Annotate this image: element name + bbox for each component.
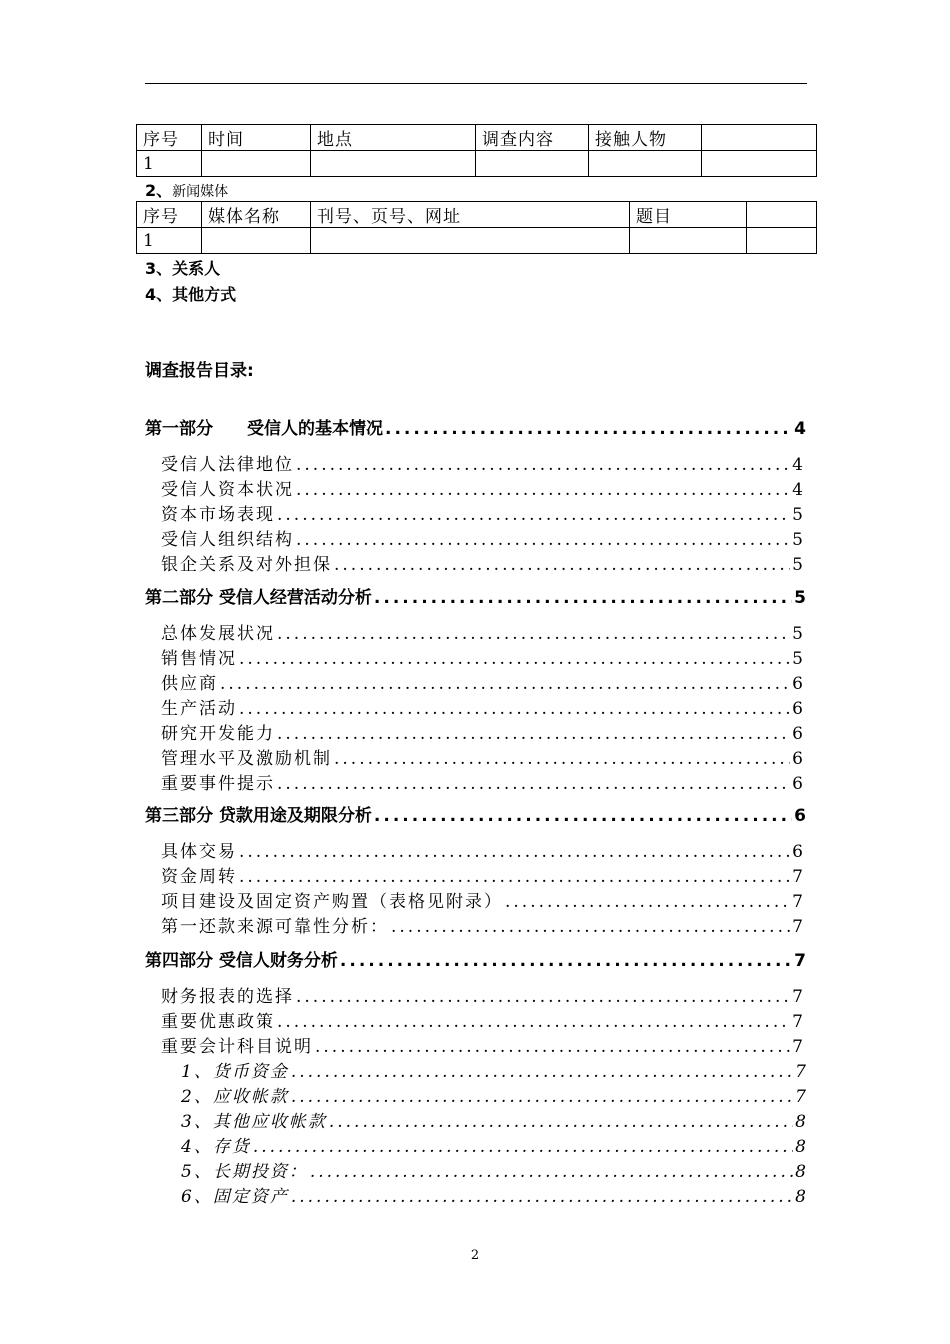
toc-heading: 调查报告目录: xyxy=(145,361,254,381)
investigation-table xyxy=(136,124,817,177)
toc-entry-title: 受信人法律地位 xyxy=(161,455,294,475)
table-cell: 1 xyxy=(137,151,202,177)
toc-leader-dots xyxy=(296,987,790,1007)
toc-entry-page: 5 xyxy=(794,588,806,608)
toc-entry-title: 2、应收帐款 xyxy=(181,1087,289,1107)
toc-entry-page: 6 xyxy=(792,724,806,744)
section-3-label: 3、关系人 xyxy=(145,259,221,278)
toc-entry-title: 受信人组织结构 xyxy=(161,530,294,550)
toc-leader-dots xyxy=(291,1187,793,1207)
section-2-number: 2、 xyxy=(145,181,173,200)
toc-leader-dots xyxy=(315,1037,790,1057)
toc-entry-page: 6 xyxy=(792,674,806,694)
toc-leader-dots xyxy=(220,674,790,694)
table-header-cell xyxy=(702,125,817,151)
toc-entry-page: 5 xyxy=(792,649,806,669)
table-cell xyxy=(702,151,817,177)
toc-entry[interactable] xyxy=(161,619,806,644)
toc-leader-dots xyxy=(296,530,790,550)
toc-entry[interactable] xyxy=(161,1007,806,1032)
toc-entry[interactable] xyxy=(161,982,806,1007)
toc-entry-page: 5 xyxy=(792,555,806,575)
table-header-cell: 媒体名称 xyxy=(202,202,311,228)
toc-entry-title: 财务报表的选择 xyxy=(161,987,294,1007)
toc-entry-title: 受信人资本状况 xyxy=(161,480,294,500)
toc-leader-dots xyxy=(374,588,792,608)
toc-leader-dots xyxy=(374,806,792,826)
toc-entry-title: 第一部分 受信人的基本情况 xyxy=(145,419,383,439)
toc-entry[interactable] xyxy=(161,769,806,794)
toc-entry-title: 资本市场表现 xyxy=(161,505,275,525)
table-cell xyxy=(311,228,630,254)
toc-entry[interactable] xyxy=(161,550,806,575)
table-cell xyxy=(630,228,747,254)
toc-entry[interactable] xyxy=(161,837,806,862)
table-header-cell: 序号 xyxy=(137,125,202,151)
toc-entry-page: 7 xyxy=(792,987,806,1007)
toc-entry-title: 资金周转 xyxy=(161,867,237,887)
toc-entry-title: 管理水平及激励机制 xyxy=(161,749,332,769)
toc-leader-dots xyxy=(340,951,792,971)
toc-entry-page: 7 xyxy=(792,917,806,937)
toc-entry[interactable] xyxy=(161,694,806,719)
toc-entry[interactable] xyxy=(161,644,806,669)
toc-entry-title: 供应商 xyxy=(161,674,218,694)
header-rule xyxy=(145,83,807,84)
section-4-label: 4、其他方式 xyxy=(145,285,237,304)
toc-entry-page: 7 xyxy=(795,1087,808,1107)
media-table xyxy=(136,201,817,254)
toc-entry[interactable] xyxy=(181,1057,808,1082)
table-cell xyxy=(202,151,311,177)
toc-entry[interactable] xyxy=(161,500,806,525)
table-header-cell: 刊号、页号、网址 xyxy=(311,202,630,228)
toc-entry-title: 具体交易 xyxy=(161,842,237,862)
toc-entry-title: 4、存货 xyxy=(181,1137,251,1157)
toc-leader-dots xyxy=(239,699,790,719)
toc-leader-dots xyxy=(296,480,790,500)
toc-entry[interactable] xyxy=(161,669,806,694)
toc-entry[interactable] xyxy=(161,887,806,912)
toc-entry[interactable] xyxy=(181,1082,808,1107)
toc-entry-page: 5 xyxy=(792,624,806,644)
toc-entry-page: 7 xyxy=(794,951,806,971)
toc-leader-dots xyxy=(296,455,790,475)
toc-entry-title: 项目建设及固定资产购置（表格见附录） xyxy=(161,892,503,912)
toc-leader-dots xyxy=(329,1112,793,1132)
toc-entry[interactable] xyxy=(161,475,806,500)
toc-leader-dots xyxy=(277,774,790,794)
table-header-cell: 时间 xyxy=(202,125,311,151)
toc-entry-page: 6 xyxy=(792,842,806,862)
table-row xyxy=(137,228,817,254)
table-header-cell: 接触人物 xyxy=(589,125,702,151)
toc-leader-dots xyxy=(277,505,790,525)
toc-entry[interactable] xyxy=(181,1157,808,1182)
toc-entry-title: 销售情况 xyxy=(161,649,237,669)
toc-entry-page: 8 xyxy=(795,1137,808,1157)
toc-entry[interactable] xyxy=(181,1132,808,1157)
toc-entry-page: 6 xyxy=(792,774,806,794)
toc-entry[interactable] xyxy=(161,525,806,550)
section-2-title: 新闻媒体 xyxy=(172,184,229,200)
toc-entry[interactable] xyxy=(161,719,806,744)
toc-entry-title: 5、长期投资： xyxy=(181,1162,308,1182)
page-number: 2 xyxy=(470,1248,480,1263)
toc-entry-title: 总体发展状况 xyxy=(161,624,275,644)
toc-entry-page: 5 xyxy=(792,530,806,550)
toc-entry-title: 第一还款来源可靠性分析： xyxy=(161,917,389,937)
toc-entry-page: 5 xyxy=(792,505,806,525)
toc-leader-dots xyxy=(385,419,792,439)
table-row xyxy=(137,151,817,177)
table-cell xyxy=(476,151,589,177)
toc-entry-title: 3、其他应收帐款 xyxy=(181,1112,327,1132)
toc-leader-dots xyxy=(277,624,790,644)
section-2-label xyxy=(145,178,228,201)
toc-entry-title: 重要会计科目说明 xyxy=(161,1037,313,1057)
toc-leader-dots xyxy=(277,724,790,744)
toc-entry-page: 6 xyxy=(794,806,806,826)
toc-entry[interactable] xyxy=(161,450,806,475)
toc-part-entry[interactable] xyxy=(145,946,806,971)
toc-entry-page: 4 xyxy=(794,419,806,439)
toc-entry[interactable] xyxy=(181,1182,808,1207)
toc-entry-title: 第三部分 贷款用途及期限分析 xyxy=(145,806,372,826)
toc-leader-dots xyxy=(505,892,790,912)
toc-leader-dots xyxy=(253,1137,793,1157)
toc-leader-dots xyxy=(291,1062,793,1082)
toc-leader-dots xyxy=(391,917,790,937)
toc-part-entry[interactable] xyxy=(145,801,806,826)
toc-leader-dots xyxy=(239,649,790,669)
toc-entry-page: 4 xyxy=(792,455,806,475)
table-cell: 1 xyxy=(137,228,202,254)
table-header-row xyxy=(137,125,817,151)
toc-entry[interactable] xyxy=(161,1032,806,1057)
table-header-row xyxy=(137,202,817,228)
toc-leader-dots xyxy=(334,555,790,575)
toc-entry[interactable] xyxy=(181,1107,808,1132)
toc-entry-title: 研究开发能力 xyxy=(161,724,275,744)
toc-entry-title: 重要优惠政策 xyxy=(161,1012,275,1032)
toc-entry-title: 银企关系及对外担保 xyxy=(161,555,332,575)
table-header-cell: 调查内容 xyxy=(476,125,589,151)
table-cell xyxy=(202,228,311,254)
toc-entry-page: 7 xyxy=(795,1062,808,1082)
toc-entry-page: 7 xyxy=(792,1037,806,1057)
toc-entry-page: 8 xyxy=(795,1162,808,1182)
toc-leader-dots xyxy=(310,1162,793,1182)
toc-entry[interactable] xyxy=(161,862,806,887)
toc-entry-page: 8 xyxy=(795,1112,808,1132)
toc-entry[interactable] xyxy=(161,744,806,769)
toc-leader-dots xyxy=(291,1087,793,1107)
table-header-cell: 地点 xyxy=(311,125,476,151)
toc-entry-title: 第二部分 受信人经营活动分析 xyxy=(145,588,372,608)
table-cell xyxy=(747,228,817,254)
toc-entry-title: 重要事件提示 xyxy=(161,774,275,794)
toc-entry[interactable] xyxy=(161,912,806,937)
toc-entry-title: 第四部分 受信人财务分析 xyxy=(145,951,338,971)
toc-leader-dots xyxy=(277,1012,790,1032)
toc-entry-page: 8 xyxy=(795,1187,808,1207)
toc-entry-page: 7 xyxy=(792,1012,806,1032)
toc-part-entry[interactable] xyxy=(145,414,806,439)
table-header-cell xyxy=(747,202,817,228)
table-header-cell: 序号 xyxy=(137,202,202,228)
toc-entry-page: 6 xyxy=(792,749,806,769)
table-cell xyxy=(311,151,476,177)
toc-entry-page: 4 xyxy=(792,480,806,500)
toc-entry-page: 6 xyxy=(792,699,806,719)
table-header-cell: 题目 xyxy=(630,202,747,228)
toc-entry-page: 7 xyxy=(792,867,806,887)
toc-leader-dots xyxy=(239,842,790,862)
toc-entry-title: 6、固定资产 xyxy=(181,1187,289,1207)
table-cell xyxy=(589,151,702,177)
toc-part-entry[interactable] xyxy=(145,583,806,608)
toc-entry-title: 1、货币资金 xyxy=(181,1062,289,1082)
toc-leader-dots xyxy=(239,867,790,887)
toc-entry-page: 7 xyxy=(792,892,806,912)
toc-entry-title: 生产活动 xyxy=(161,699,237,719)
toc-leader-dots xyxy=(334,749,790,769)
